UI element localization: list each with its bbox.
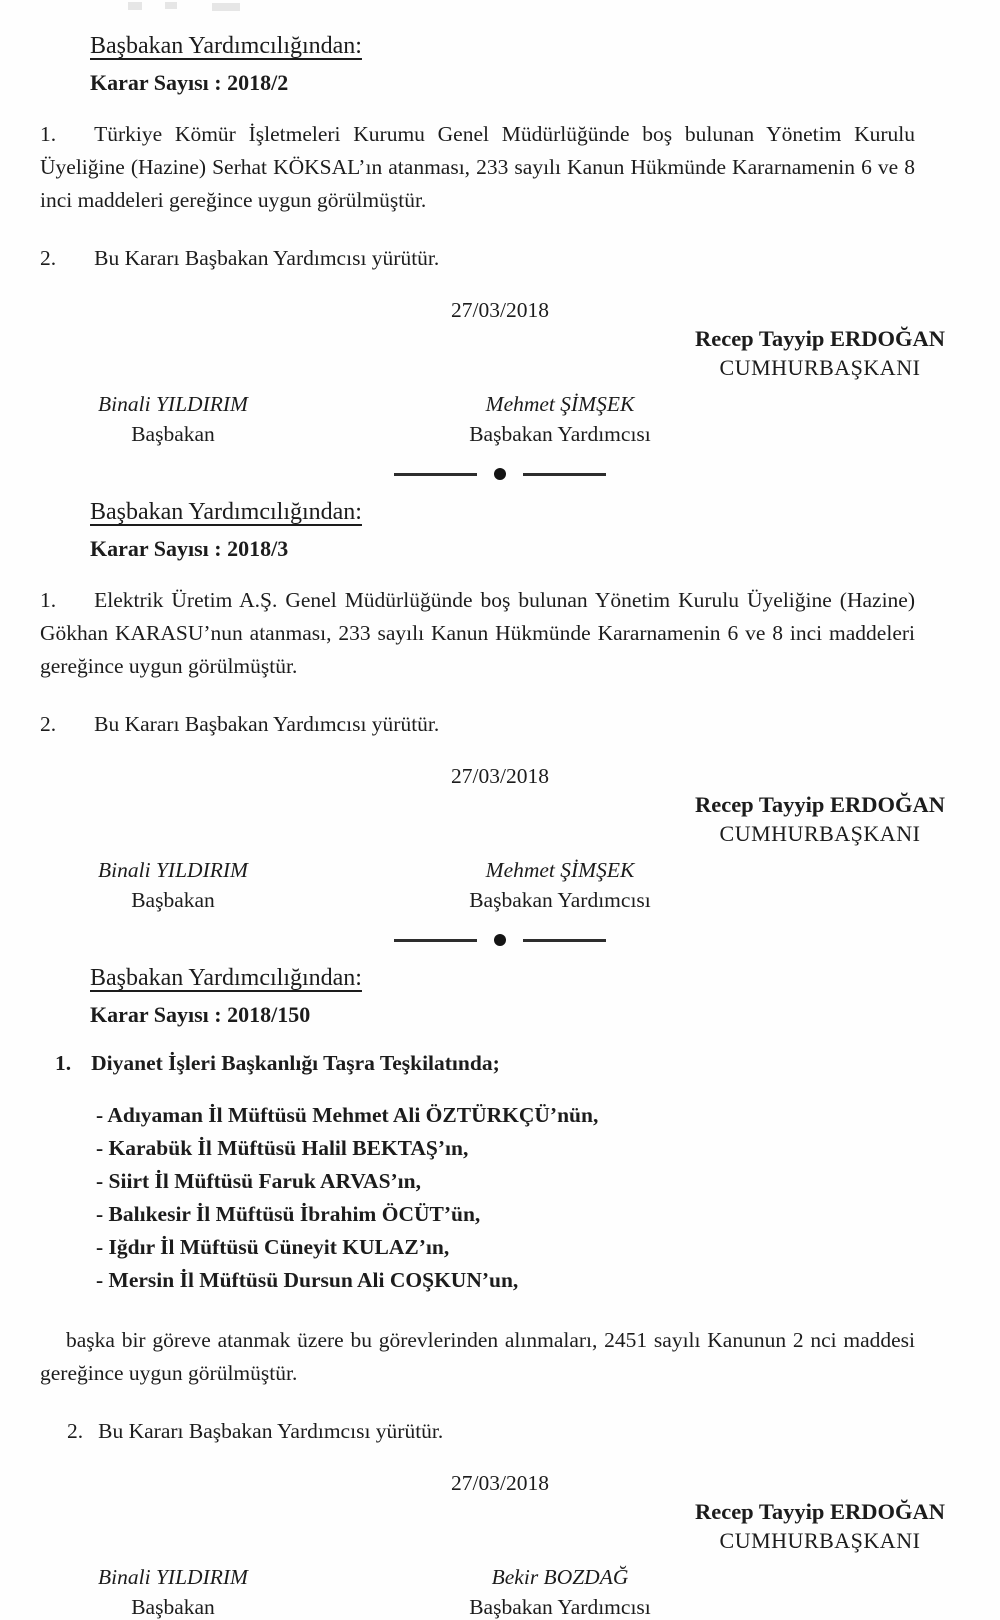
- execution-clause: [40, 712, 915, 737]
- signature-prime-minister: [78, 858, 268, 913]
- section-heading: [90, 33, 1000, 60]
- divider-line: [523, 473, 606, 476]
- execution-text: Bu Kararı Başbakan Yardımcısı yürütür.: [94, 246, 440, 270]
- signature-row: [0, 392, 1000, 447]
- signature-prime-minister: [78, 1565, 268, 1620]
- decision-number: Karar Sayısı : 2018/2: [90, 70, 289, 95]
- execution-clause: [67, 1419, 915, 1444]
- signatory-name: Mehmet ŞİMŞEK: [485, 392, 635, 416]
- divider-dot: [494, 468, 506, 480]
- appointment-text: Elektrik Üretim A.Ş. Genel Müdürlüğünde boş bulunan Yönetim Kurulu Üyeliğine (Hazine) Gökhan KARASU’nun atanması, 233 sayılı Kanun Hükmünde Kararnamenin 6 ve 8 inci maddeleri gereğince uygun görülmüştür.: [40, 588, 915, 678]
- divider-line: [523, 939, 606, 942]
- president-title: CUMHURBAŞKANI: [719, 355, 921, 380]
- decision-date: 27/03/2018: [451, 298, 549, 322]
- execution-clause: [40, 246, 915, 271]
- signature-row: [0, 1565, 1000, 1620]
- scan-artifact: [165, 2, 177, 9]
- president-title: CUMHURBAŞKANI: [719, 1528, 921, 1553]
- dismissal-item: - Mersin İl Müftüsü Dursun Ali COŞKUN’un,: [96, 1268, 519, 1292]
- signatory-title: Başbakan: [131, 888, 215, 912]
- president-name: Recep Tayyip ERDOĞAN: [694, 326, 945, 351]
- signatory-title: Başbakan: [131, 422, 215, 446]
- president-signature: [695, 792, 945, 847]
- signature-deputy-pm: [436, 392, 684, 447]
- section-heading-text: Başbakan Yardımcılığından:: [90, 499, 362, 525]
- scan-artifact: [212, 3, 240, 11]
- execution-text: Bu Kararı Başbakan Yardımcısı yürütür.: [98, 1419, 444, 1443]
- signature-row: [0, 858, 1000, 913]
- decision-section-2018-150: [0, 965, 1000, 1620]
- appointment-paragraph: [40, 118, 915, 217]
- signatory-name: Mehmet ŞİMŞEK: [485, 858, 635, 882]
- item-number: 1.: [40, 122, 57, 146]
- signature-deputy-pm: [436, 1565, 684, 1620]
- president-name: Recep Tayyip ERDOĞAN: [694, 792, 945, 817]
- divider-line: [394, 939, 477, 942]
- decision-date: 27/03/2018: [451, 764, 549, 788]
- section-divider: [0, 934, 1000, 946]
- lead-item: [55, 1051, 915, 1076]
- section-heading-text: Başbakan Yardımcılığından:: [90, 33, 362, 59]
- execution-text: Bu Kararı Başbakan Yardımcısı yürütür.: [94, 712, 440, 736]
- divider-dot: [494, 934, 506, 946]
- appointment-paragraph: [40, 584, 915, 683]
- decision-section-2018-3: [0, 499, 1000, 913]
- signatory-title: Başbakan: [131, 1595, 215, 1619]
- lead-text: Diyanet İşleri Başkanlığı Taşra Teşkilatında;: [91, 1051, 500, 1075]
- signatory-title: Başbakan Yardımcısı: [469, 888, 651, 912]
- decision-section-2018-2: [0, 33, 1000, 447]
- signatory-name: Bekir BOZDAĞ: [491, 1565, 629, 1589]
- dismissal-item: - Balıkesir İl Müftüsü İbrahim ÖCÜT’ün,: [96, 1202, 481, 1226]
- item-number: 2.: [67, 1419, 84, 1443]
- section-heading: [90, 965, 1000, 992]
- item-number: 1.: [55, 1051, 72, 1075]
- decision-date: 27/03/2018: [451, 1471, 549, 1495]
- president-name: Recep Tayyip ERDOĞAN: [694, 1499, 945, 1524]
- section-heading: [90, 499, 1000, 526]
- appointment-text: Türkiye Kömür İşletmeleri Kurumu Genel Müdürlüğünde boş bulunan Yönetim Kurulu Üyeliğine (Hazine) Serhat KÖKSAL’ın atanması, 233 sayılı Kanun Hükmünde Kararnamenin 6 ve 8 inci maddeleri gereğince uygun görülmüştür.: [40, 122, 915, 212]
- decision-number: Karar Sayısı : 2018/3: [90, 536, 289, 561]
- signatory-name: Binali YILDIRIM: [98, 392, 248, 416]
- signatory-title: Başbakan Yardımcısı: [469, 422, 651, 446]
- closing-paragraph: başka bir göreve atanmak üzere bu görevlerinden alınmaları, 2451 sayılı Kanunun 2 nci maddesi gereğince uygun görülmüştür.: [40, 1328, 915, 1385]
- signature-prime-minister: [78, 392, 268, 447]
- dismissal-item: - Iğdır İl Müftüsü Cüneyit KULAZ’ın,: [96, 1235, 450, 1259]
- signatory-name: Binali YILDIRIM: [98, 1565, 248, 1589]
- item-number: 1.: [40, 588, 57, 612]
- dismissal-item: - Siirt İl Müftüsü Faruk ARVAS’ın,: [96, 1169, 421, 1193]
- signature-deputy-pm: [436, 858, 684, 913]
- president-signature: [695, 326, 945, 381]
- decision-number: Karar Sayısı : 2018/150: [90, 1002, 311, 1027]
- item-number: 2.: [40, 246, 57, 270]
- divider-line: [394, 473, 477, 476]
- president-signature: [695, 1499, 945, 1554]
- dismissal-item: - Adıyaman İl Müftüsü Mehmet Ali ÖZTÜRKÇÜ’nün,: [96, 1103, 599, 1127]
- section-heading-text: Başbakan Yardımcılığından:: [90, 965, 362, 991]
- scan-artifact: [128, 2, 142, 10]
- section-divider: [0, 468, 1000, 480]
- dismissal-item: - Karabük İl Müftüsü Halil BEKTAŞ’ın,: [96, 1136, 469, 1160]
- item-number: 2.: [40, 712, 57, 736]
- signatory-title: Başbakan Yardımcısı: [469, 1595, 651, 1619]
- signatory-name: Binali YILDIRIM: [98, 858, 248, 882]
- president-title: CUMHURBAŞKANI: [719, 821, 921, 846]
- dismissal-list: [96, 1099, 1000, 1297]
